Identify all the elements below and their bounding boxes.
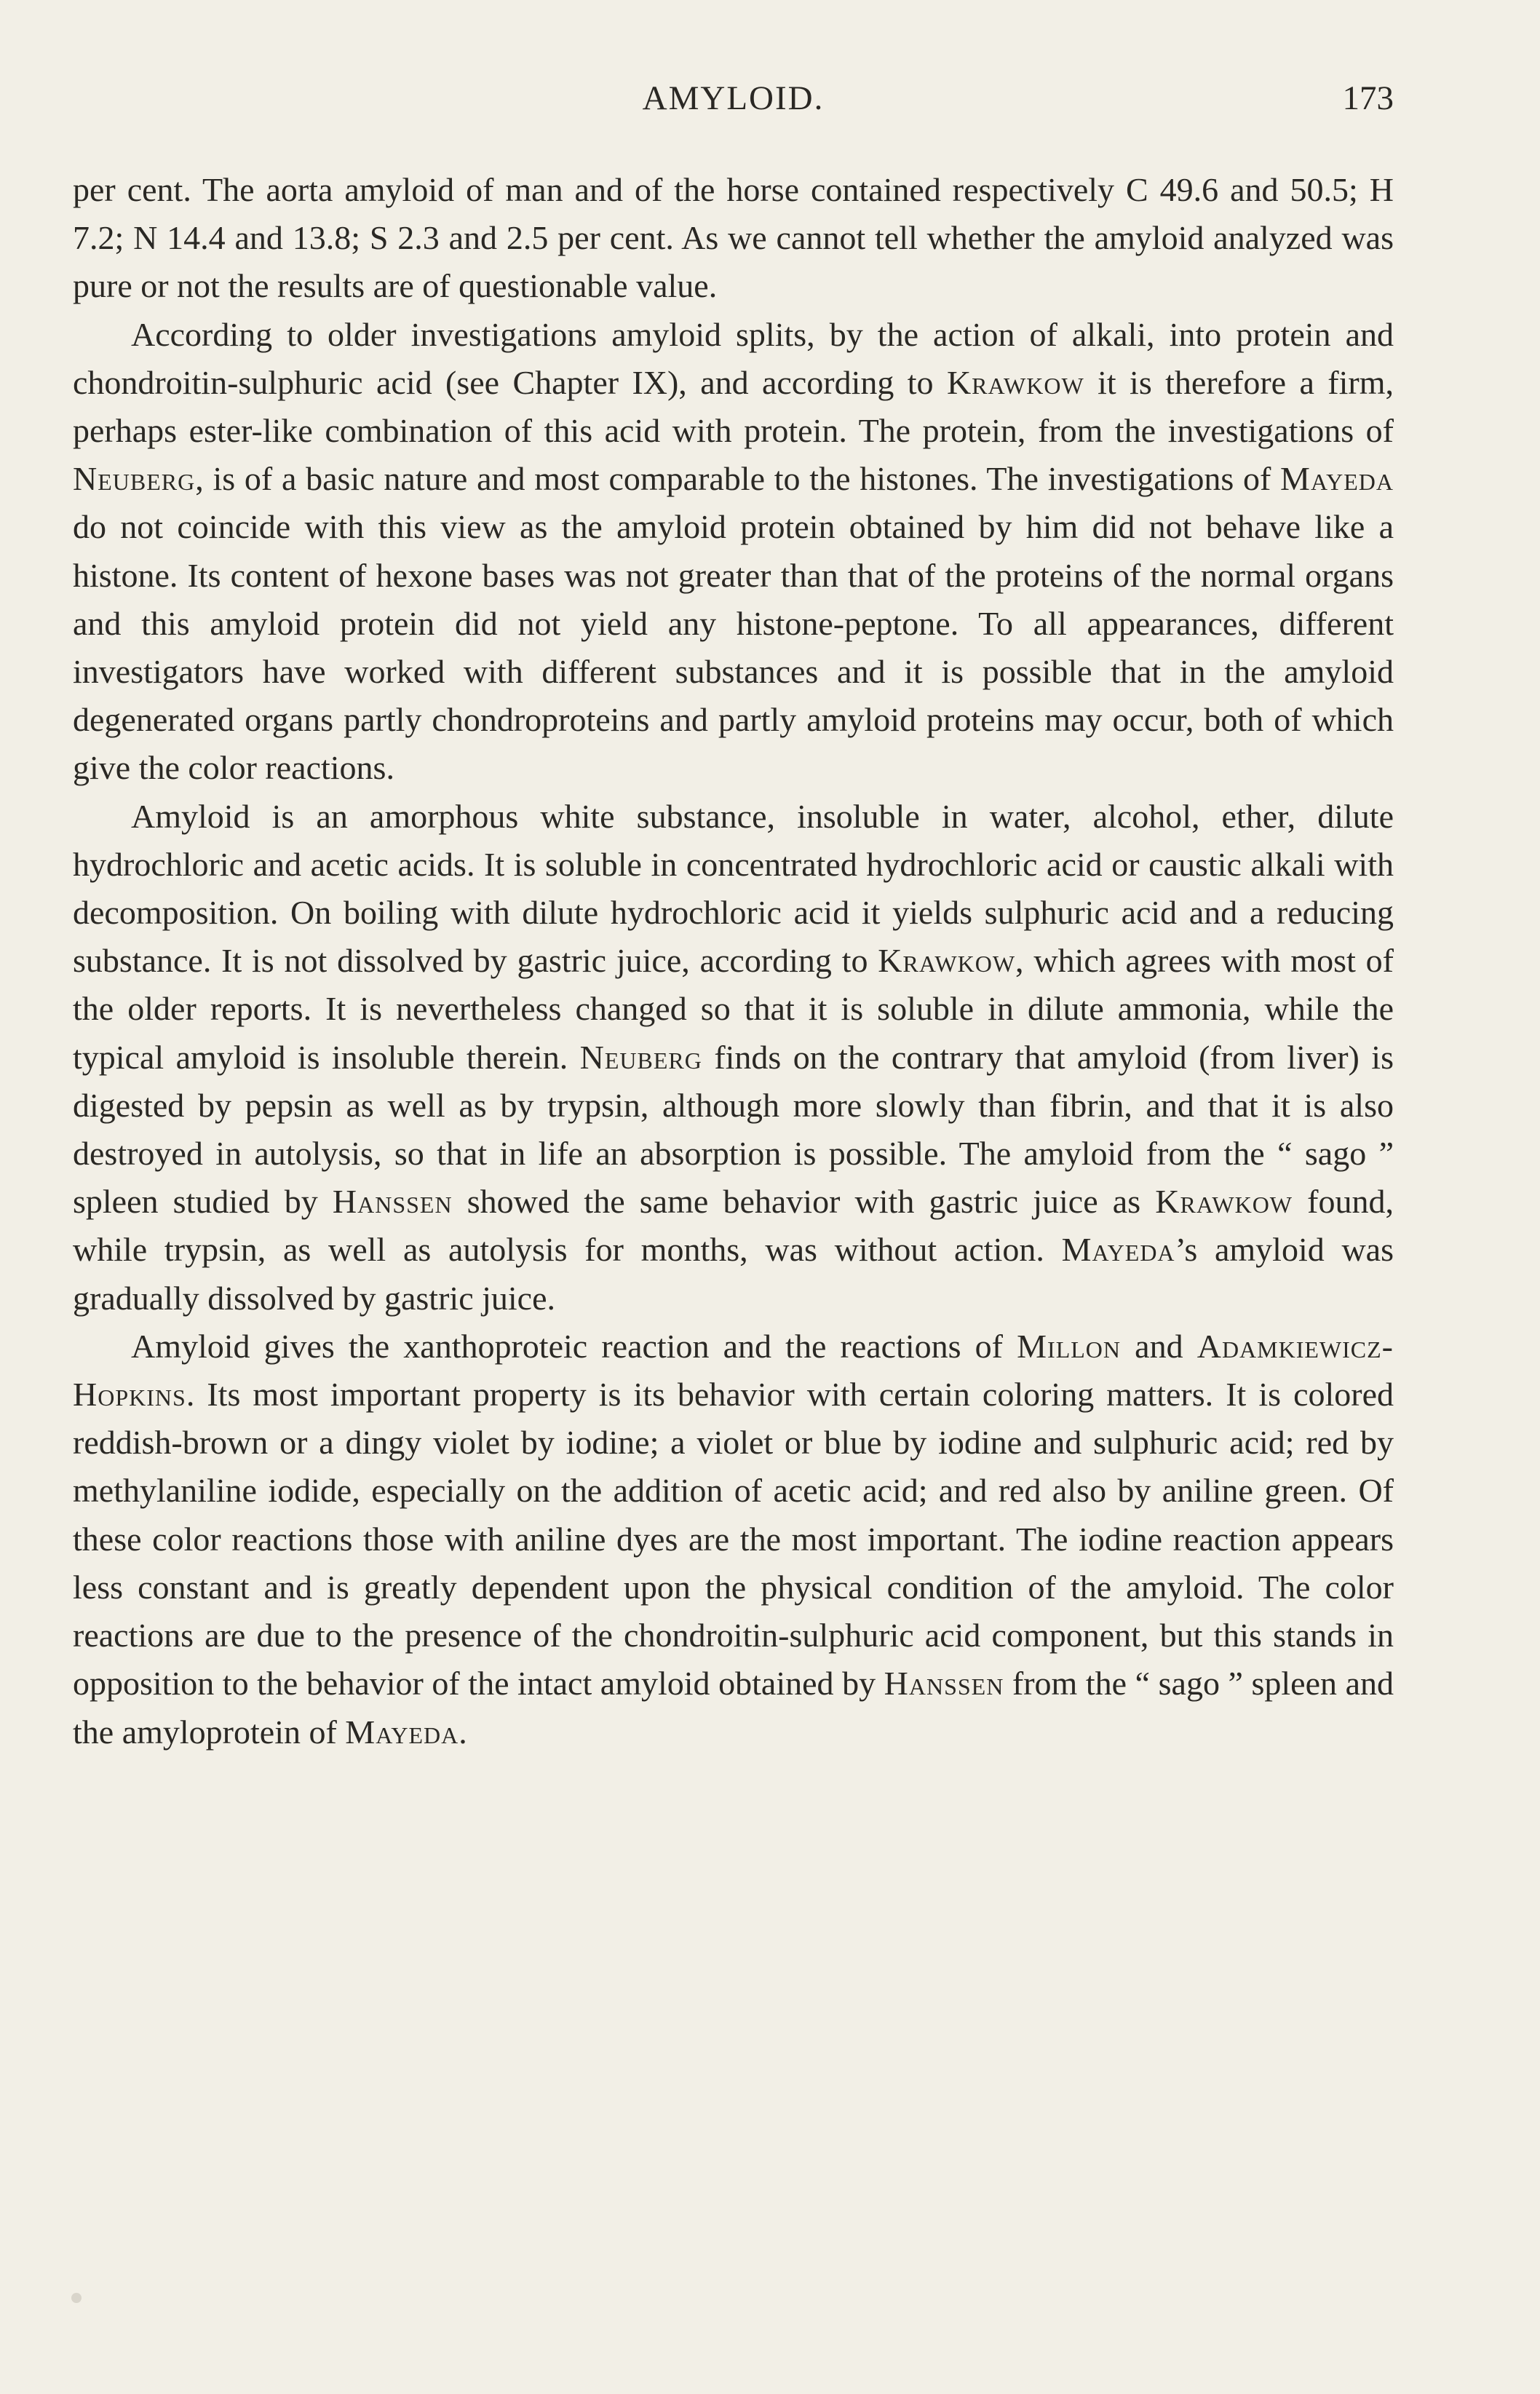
text-run: it is therefore a firm, perhaps ester-like combination of this acid with protein. The protein, from the investigations of	[73, 363, 1394, 450]
author-name: Neuberg	[73, 460, 196, 498]
paragraph-color-reactions	[73, 1323, 1394, 1756]
author-name: Millon	[1017, 1327, 1122, 1365]
running-title: AMYLOID.	[642, 79, 825, 117]
text-run: and	[1121, 1327, 1197, 1365]
body-text	[73, 166, 1394, 1756]
author-name: Adamkiewicz-Hopkins	[73, 1327, 1394, 1414]
author-name: Hanssen	[332, 1183, 453, 1221]
author-name: Krawkow	[1155, 1183, 1293, 1221]
author-name: Mayeda	[345, 1713, 459, 1751]
author-name: Hanssen	[884, 1665, 1004, 1703]
author-name: Krawkow	[946, 363, 1084, 401]
text-run: found, while trypsin, as well as autolysis for months, was without action.	[73, 1183, 1394, 1269]
page-header	[73, 73, 1394, 124]
paragraph-continued	[73, 166, 1394, 311]
text-run: showed the same behavior with gastric juice as	[452, 1183, 1156, 1221]
text-run: Amyloid is an amorphous white substance, insoluble in water, alcohol, ether, dilute hydrochloric and acetic acids. It is soluble in concentrated hydrochloric acid or caustic alkali with decomposition. On boiling with dilute hydrochloric acid it yields sulphuric acid and a reducing substance. It is not dissolved by gastric juice, according to	[73, 797, 1394, 980]
paragraph-properties	[73, 793, 1394, 1323]
text-run: . Its most important property is its behavior with certain coloring matters. It is colored reddish-brown or a dingy violet by iodine; a violet or blue by iodine and sulphuric acid; red by methylaniline iodide, especially on the addition of acetic acid; and red also by aniline green. Of these color reactions those with aniline dyes are the most important. The iodine reaction appears less constant and is greatly dependent upon the physical condition of the amyloid. The color reactions are due to the presence of the chondroitin-sulphuric acid component, but this stands in opposition to the behavior of the intact amyloid obtained by	[73, 1376, 1394, 1703]
text-run: ’s amyloid was gradually dissolved by gastric juice.	[73, 1231, 1394, 1317]
text-run: , which agrees with most of the older reports. It is nevertheless changed so that it is soluble in dilute ammonia, while the typical amyloid is insoluble therein.	[73, 942, 1394, 1076]
text-run: do not coincide with this view as the amyloid protein obtained by him did not behave like a histone. Its content of hexone bases was not greater than that of the proteins of the normal organs and this amyloid protein did not yield any histone-peptone. To all appearances, different investigators have worked with different substances and it is possible that in the amyloid degenerated organs partly chondroproteins and partly amyloid proteins may occur, both of which give the color reactions.	[73, 508, 1394, 787]
page-number: 173	[1342, 79, 1394, 117]
paragraph-composition	[73, 311, 1394, 793]
text-run: per cent. The aorta amyloid of man and of the horse contained respectively C 49.6 and 50.5; H 7.2; N 14.4 and 13.8; S 2.3 and 2.5 per cent. As we cannot tell whether the amyloid analyzed was pure or not the results are of questionable value.	[73, 171, 1394, 305]
text-run: , is of a basic nature and most comparable to the histones. The investigations of	[195, 460, 1281, 498]
author-name: Mayeda	[1280, 460, 1394, 498]
author-name: Mayeda	[1061, 1231, 1175, 1269]
author-name: Krawkow	[878, 942, 1016, 980]
text-run: Amyloid gives the xanthoproteic reaction and the reactions of	[131, 1327, 1017, 1365]
author-name: Neuberg	[579, 1038, 702, 1076]
paper-speck	[71, 2293, 82, 2303]
text-run: from the “ sago ” spleen and the amyloprotein of	[73, 1665, 1394, 1751]
text-run: .	[459, 1713, 467, 1751]
text-run: finds on the contrary that amyloid (from liver) is digested by pepsin as well as by trypsin, although more slowly than fibrin, and that it is also destroyed in autolysis, so that in life an absorption is possible. The amyloid from the “ sago ” spleen studied by	[73, 1038, 1394, 1221]
text-run: According to older investigations amyloid splits, by the action of alkali, into protein and chondroitin-sulphuric acid (see Chapter IX), and according to	[73, 315, 1394, 401]
